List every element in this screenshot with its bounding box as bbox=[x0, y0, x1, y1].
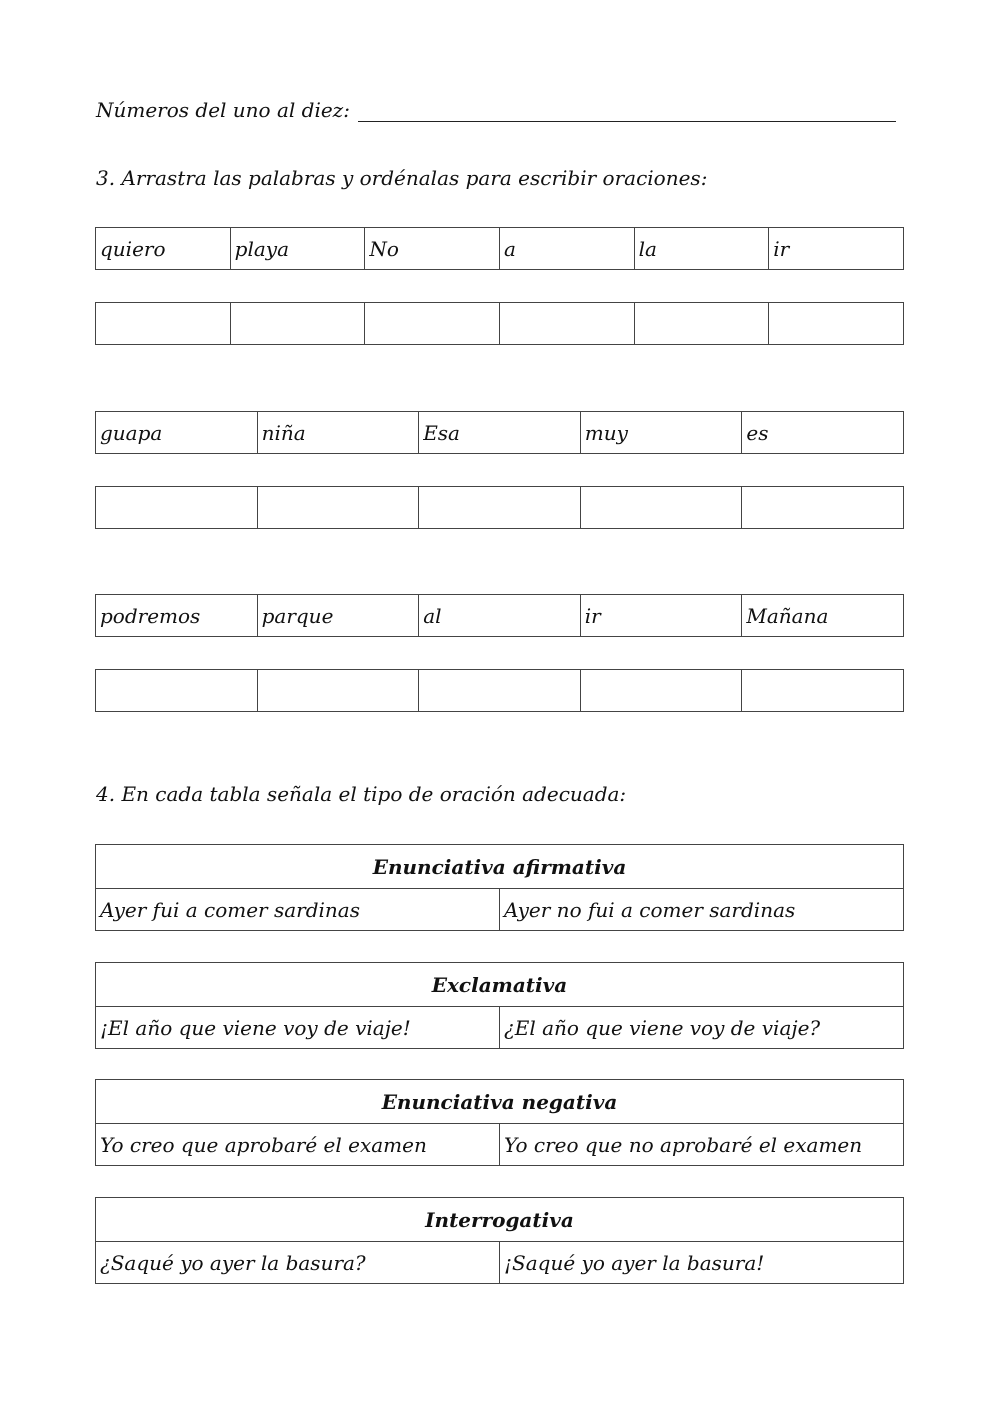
draggable-word[interactable]: No bbox=[365, 228, 500, 270]
draggable-word[interactable]: ir bbox=[580, 595, 742, 637]
choice-option[interactable]: ¡El año que viene voy de viaje! bbox=[96, 1007, 500, 1049]
sentence-1-drop-row bbox=[95, 302, 904, 345]
drop-slot[interactable] bbox=[419, 670, 581, 712]
drop-slot[interactable] bbox=[742, 670, 904, 712]
numbers-answer-blank[interactable] bbox=[358, 103, 896, 122]
draggable-word[interactable]: a bbox=[499, 228, 634, 270]
draggable-word[interactable]: es bbox=[742, 412, 904, 454]
choice-option[interactable]: ¿El año que viene voy de viaje? bbox=[500, 1007, 904, 1049]
sentence-3-word-bank bbox=[95, 594, 904, 637]
choice-option[interactable]: Yo creo que aprobaré el examen bbox=[96, 1124, 500, 1166]
draggable-word[interactable]: playa bbox=[230, 228, 365, 270]
sentence-2-drop-row bbox=[95, 486, 904, 529]
exercise-4-title: 4. En cada tabla señala el tipo de oración adecuada: bbox=[96, 782, 627, 806]
draggable-word[interactable]: quiero bbox=[96, 228, 231, 270]
drop-slot[interactable] bbox=[769, 303, 904, 345]
drop-slot[interactable] bbox=[230, 303, 365, 345]
choice-table-heading: Enunciativa negativa bbox=[96, 1080, 904, 1124]
choice-option[interactable]: ¿Saqué yo ayer la basura? bbox=[96, 1242, 500, 1284]
drop-slot[interactable] bbox=[634, 303, 769, 345]
drop-slot[interactable] bbox=[257, 670, 419, 712]
choice-option[interactable]: ¡Saqué yo ayer la basura! bbox=[500, 1242, 904, 1284]
drop-slot[interactable] bbox=[499, 303, 634, 345]
choice-option[interactable]: Yo creo que no aprobaré el examen bbox=[500, 1124, 904, 1166]
choice-option[interactable]: Ayer fui a comer sardinas bbox=[96, 889, 500, 931]
choice-table-heading: Interrogativa bbox=[96, 1198, 904, 1242]
draggable-word[interactable]: la bbox=[634, 228, 769, 270]
draggable-word[interactable]: podremos bbox=[96, 595, 258, 637]
choice-option[interactable]: Ayer no fui a comer sardinas bbox=[500, 889, 904, 931]
choice-table-1 bbox=[95, 844, 904, 931]
drop-slot[interactable] bbox=[257, 487, 419, 529]
choice-table-2 bbox=[95, 962, 904, 1049]
numbers-line bbox=[96, 98, 896, 122]
draggable-word[interactable]: al bbox=[419, 595, 581, 637]
choice-table-heading: Enunciativa afirmativa bbox=[96, 845, 904, 889]
choice-table-4 bbox=[95, 1197, 904, 1284]
draggable-word[interactable]: ir bbox=[769, 228, 904, 270]
numbers-prompt: Números del uno al diez: bbox=[96, 98, 350, 122]
draggable-word[interactable]: muy bbox=[580, 412, 742, 454]
sentence-2-word-bank bbox=[95, 411, 904, 454]
draggable-word[interactable]: Mañana bbox=[742, 595, 904, 637]
drop-slot[interactable] bbox=[419, 487, 581, 529]
drop-slot[interactable] bbox=[96, 670, 258, 712]
choice-table-3 bbox=[95, 1079, 904, 1166]
drop-slot[interactable] bbox=[742, 487, 904, 529]
drop-slot[interactable] bbox=[96, 487, 258, 529]
choice-table-heading: Exclamativa bbox=[96, 963, 904, 1007]
draggable-word[interactable]: parque bbox=[257, 595, 419, 637]
drop-slot[interactable] bbox=[365, 303, 500, 345]
draggable-word[interactable]: Esa bbox=[419, 412, 581, 454]
sentence-1-word-bank bbox=[95, 227, 904, 270]
draggable-word[interactable]: guapa bbox=[96, 412, 258, 454]
sentence-3-drop-row bbox=[95, 669, 904, 712]
exercise-3-title: 3. Arrastra las palabras y ordénalas para escribir oraciones: bbox=[96, 166, 708, 190]
draggable-word[interactable]: niña bbox=[257, 412, 419, 454]
drop-slot[interactable] bbox=[580, 670, 742, 712]
drop-slot[interactable] bbox=[580, 487, 742, 529]
drop-slot[interactable] bbox=[96, 303, 231, 345]
